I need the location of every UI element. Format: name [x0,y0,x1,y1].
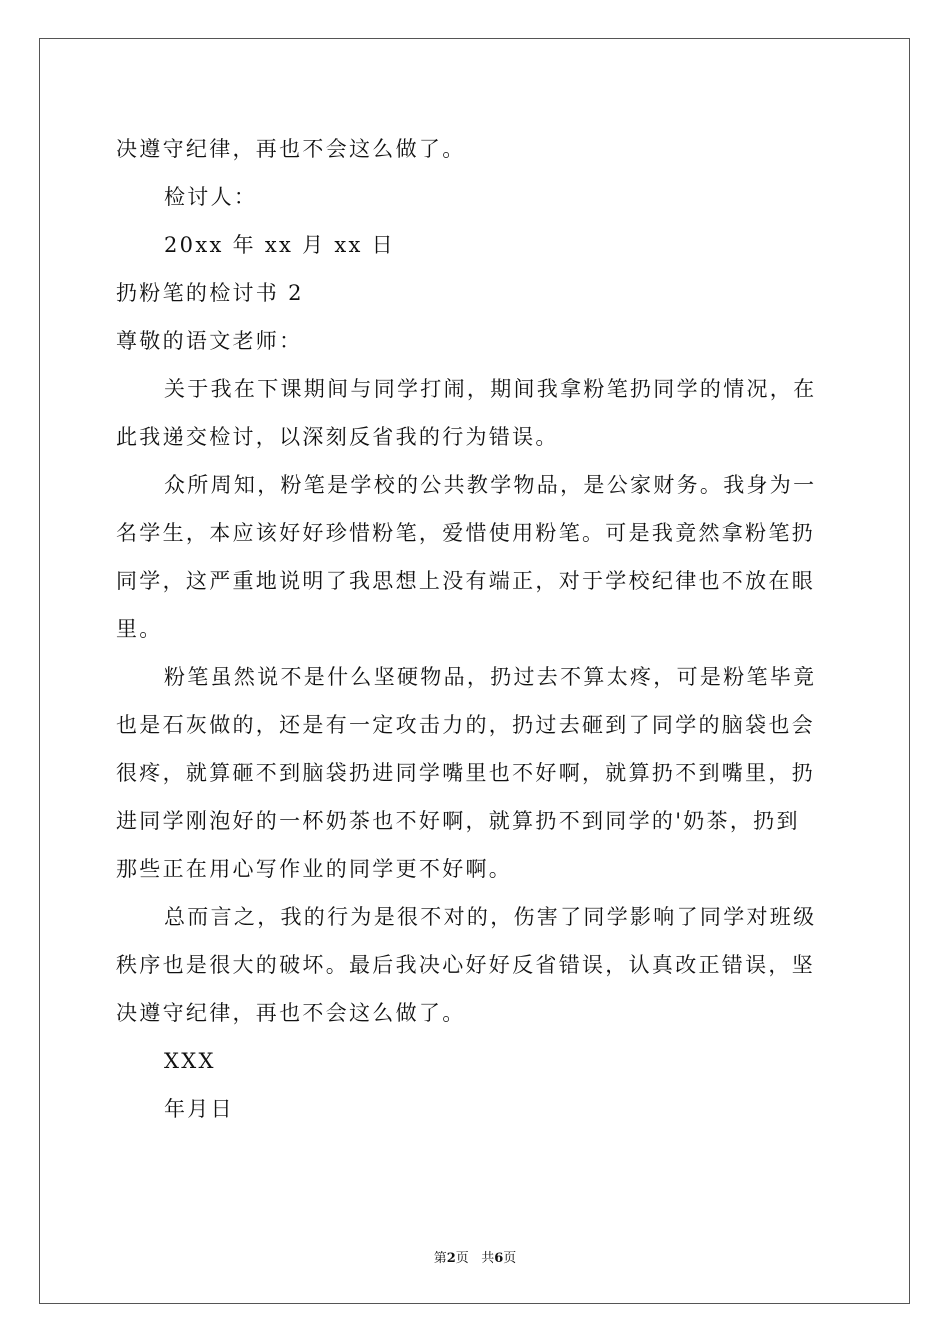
text-line: 决遵守纪律，再也不会这么做了。 [116,1001,466,1025]
text-line: 关于我在下课期间与同学打闹，期间我拿粉笔扔同学的情况，在 [164,377,817,401]
footer-page-label: 页 [455,1251,469,1266]
text-line: 20xx 年 xx 月 xx 日 [164,233,395,257]
footer-total-label: 页 [503,1251,517,1266]
document-body [116,125,836,1133]
current-page-number: 2 [446,1251,456,1266]
text-line: 很疼，就算砸不到脑袋扔进同学嘴里也不好啊，就算扔不到嘴里，扔 [116,761,815,785]
text-line: 决遵守纪律，再也不会这么做了。 [116,137,466,161]
text-line: 秩序也是很大的破坏。最后我决心好好反省错误，认真改正错误，坚 [116,953,815,977]
text-line: XXX [164,1049,216,1073]
text-line: 那些正在用心写作业的同学更不好啊。 [116,857,513,881]
text-line: 同学，这严重地说明了我思想上没有端正，对于学校纪律也不放在眼 [116,569,815,593]
text-line: 进同学刚泡好的一杯奶茶也不好啊，就算扔不到同学的'奶茶，扔到 [116,809,800,833]
text-line: 总而言之，我的行为是很不对的，伤害了同学影响了同学对班级 [164,905,817,929]
total-pages-number: 6 [494,1251,504,1266]
text-line: 粉笔虽然说不是什么坚硬物品，扔过去不算太疼，可是粉笔毕竟 [164,665,817,689]
page-footer [0,1247,950,1266]
text-line: 众所周知，粉笔是学校的公共教学物品，是公家财务。我身为一 [164,473,817,497]
footer-total-prefix: 共 [481,1251,495,1266]
text-line: 检讨人： [164,185,258,209]
text-line: 此我递交检讨，以深刻反省我的行为错误。 [116,425,559,449]
footer-prefix: 第 [433,1251,447,1266]
text-line: 扔粉笔的检讨书 2 [116,281,304,305]
text-line: 也是石灰做的，还是有一定攻击力的，扔过去砸到了同学的脑袋也会 [116,713,815,737]
text-line: 名学生，本应该好好珍惜粉笔，爱惜使用粉笔。可是我竟然拿粉笔扔 [116,521,815,545]
text-line: 年月日 [164,1097,234,1121]
text-line: 里。 [116,617,163,641]
text-line: 尊敬的语文老师： [116,329,303,353]
